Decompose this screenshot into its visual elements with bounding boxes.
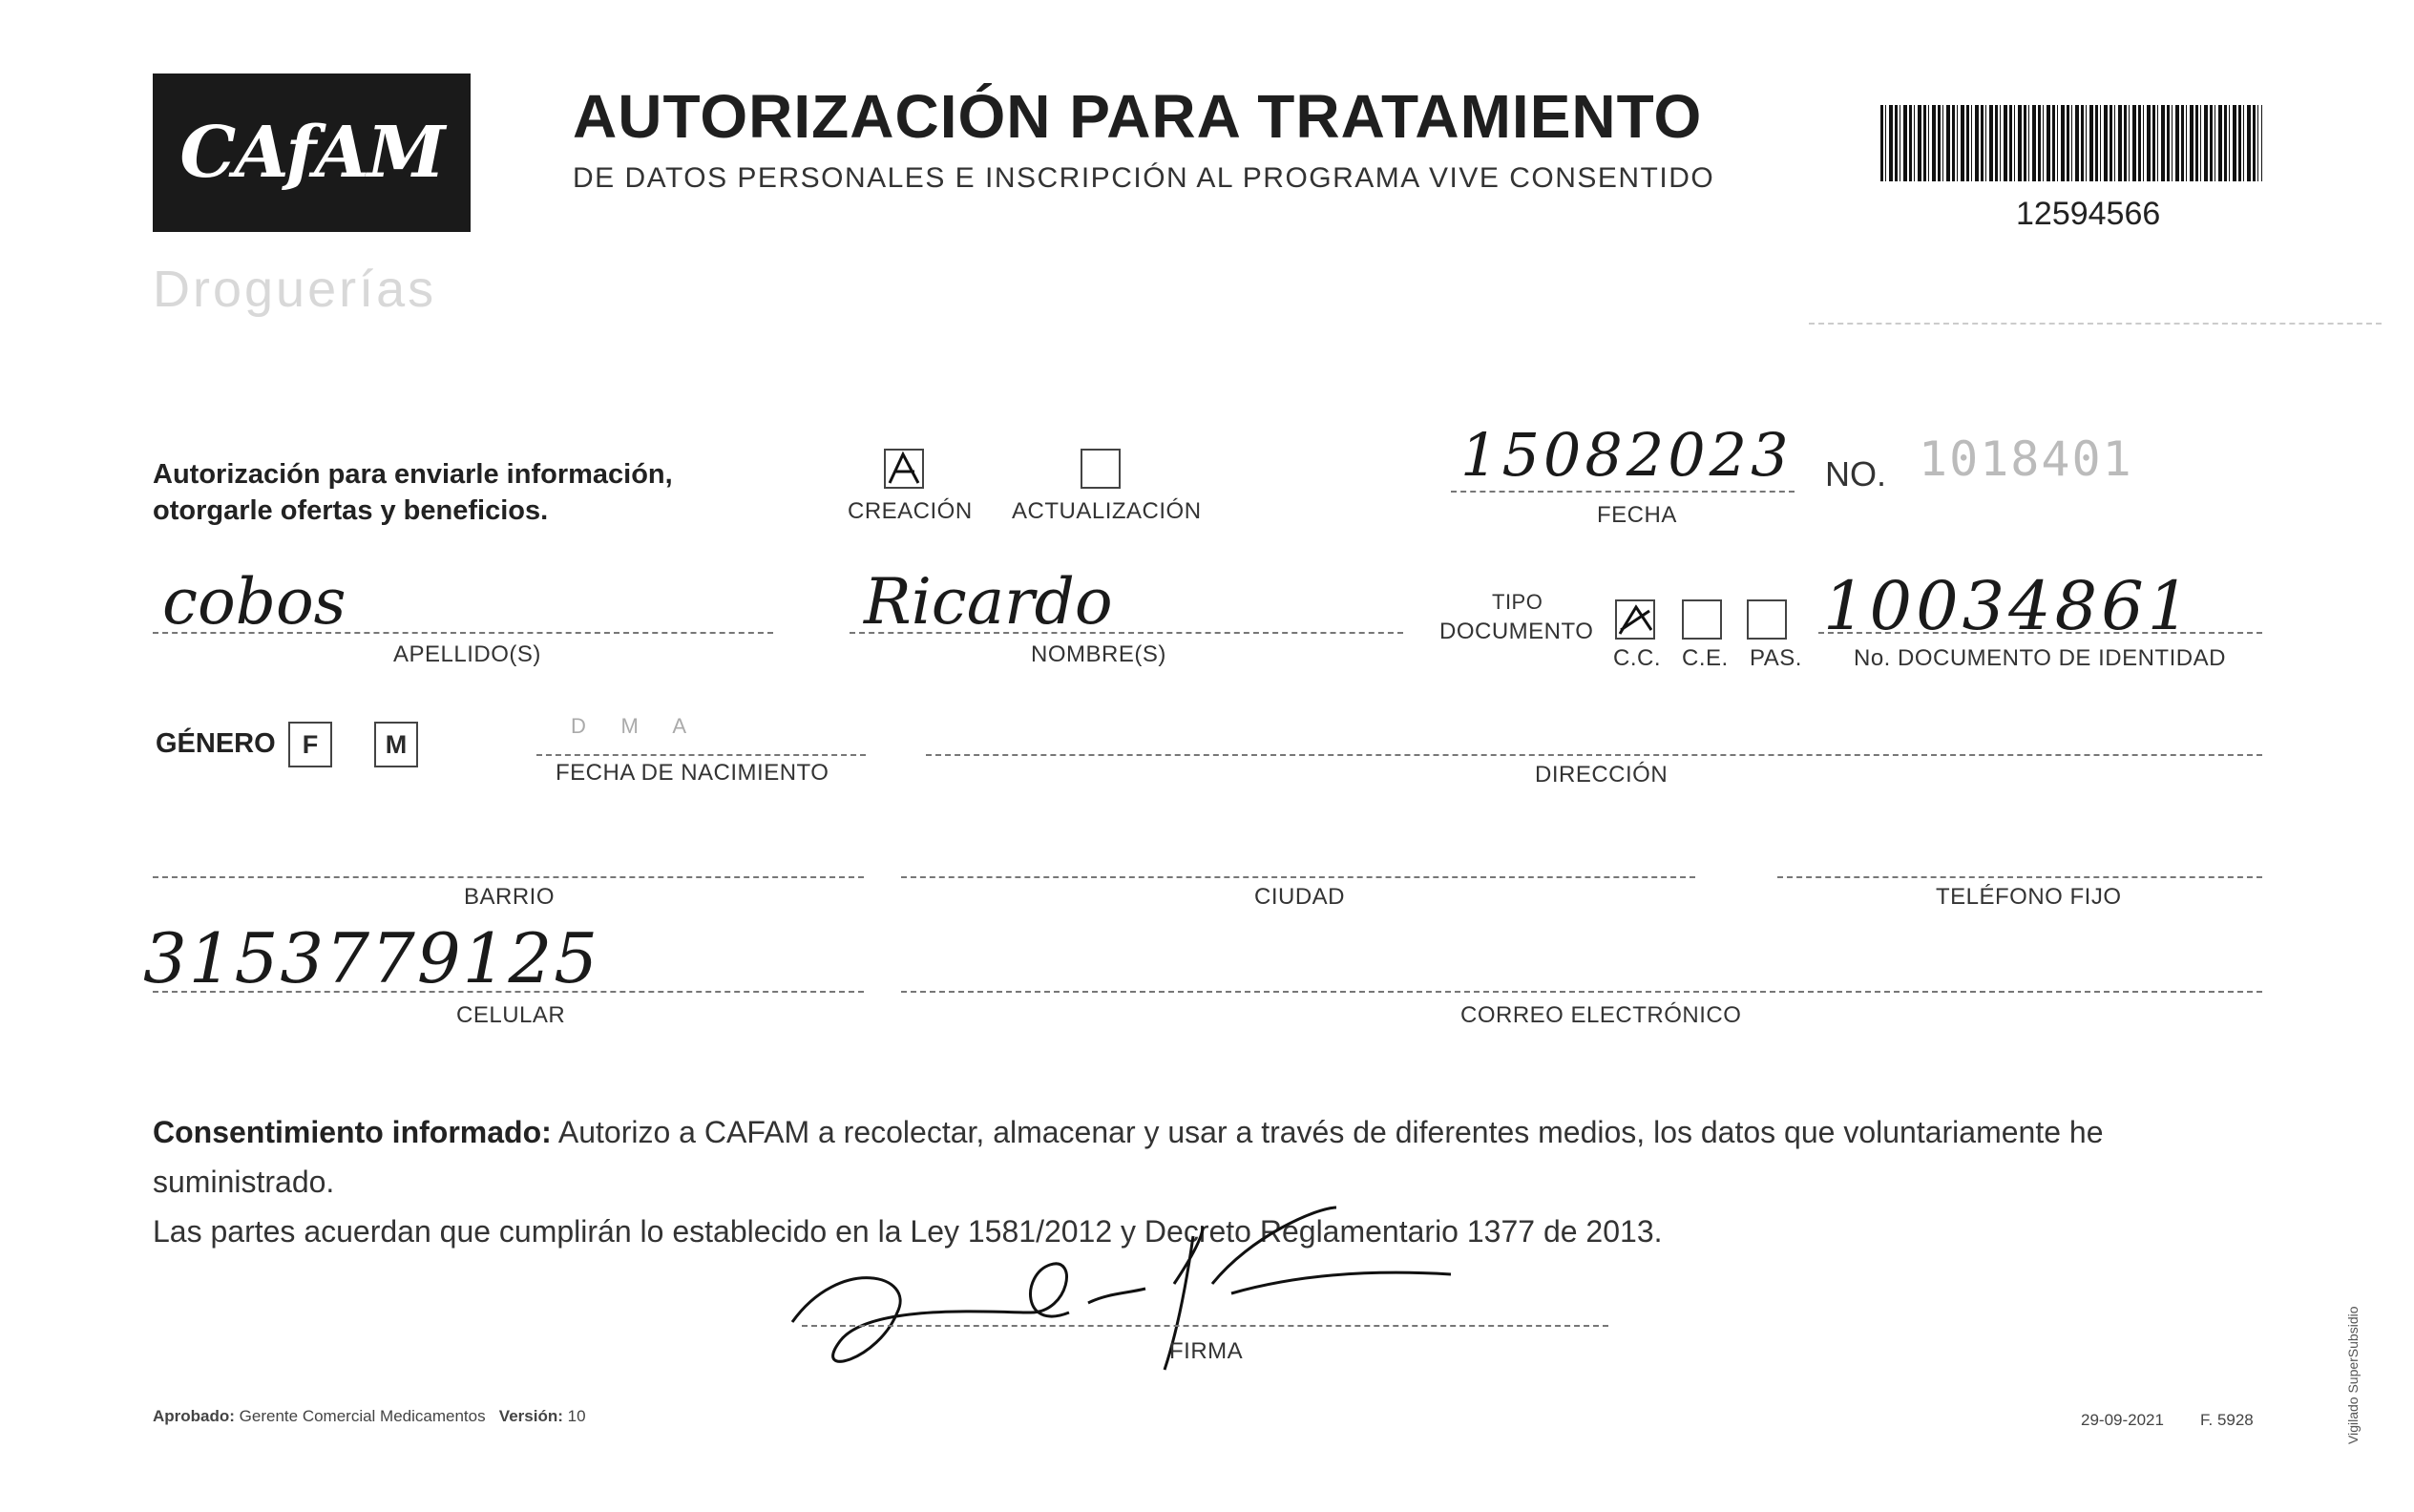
ce-label: C.E. [1682,645,1729,671]
no-label: NO. [1825,454,1887,494]
check-mark-icon [886,451,922,487]
auth-heading-2: otorgarle ofertas y beneficios. [153,495,549,526]
celular-line [153,991,864,993]
consent-line-1 [153,1107,2281,1207]
nombres-line [850,632,1403,634]
barcode [1880,105,2262,181]
documento-line [1818,632,2262,634]
nombres-value[interactable]: Ricardo [864,565,1113,639]
check-mark-icon [1617,601,1653,638]
auth-heading-1: Autorización para enviarle información, [153,459,673,490]
nombres-label: NOMBRE(S) [1031,641,1166,667]
form-number: 1018401 [1919,431,2133,487]
ciudad-label: CIUDAD [1254,884,1346,910]
consent-line-2: Las partes acuerdan que cumplirán lo establecido en la Ley 1581/2012 y Decreto Reglamentario 1377 de 2013. [153,1214,1663,1249]
correo-label: CORREO ELECTRÓNICO [1460,1002,1742,1028]
apellidos-label: APELLIDO(S) [393,641,541,667]
direccion-label: DIRECCIÓN [1535,762,1669,788]
documento-value[interactable]: 10034861 [1823,567,2194,645]
ciudad-line[interactable] [901,876,1695,878]
subbrand-text: Droguerías [153,261,437,318]
cafam-logo [153,74,471,232]
barrio-line[interactable] [153,876,864,878]
genero-m-box[interactable]: M [374,722,418,767]
fecha-nac-label: FECHA DE NACIMIENTO [556,760,829,786]
form-title: AUTORIZACIÓN PARA TRATAMIENTO [573,82,1703,151]
correo-line[interactable] [901,991,2262,993]
celular-value[interactable]: 3153779125 [143,918,600,998]
creacion-label: CREACIÓN [848,498,973,524]
logo-text: CAfAM [179,112,444,194]
aprobado-label: Aprobado: [153,1407,235,1425]
tipo-documento-label-2: DOCUMENTO [1439,619,1594,644]
telefono-label: TELÉFONO FIJO [1936,884,2122,910]
aprobado-value: Gerente Comercial Medicamentos [239,1407,486,1425]
cc-checkbox[interactable] [1615,599,1655,640]
form-subtitle: DE DATOS PERSONALES E INSCRIPCIÓN AL PROGRAMA VIVE CONSENTIDO [573,162,1715,194]
direccion-line[interactable] [926,754,2262,756]
version-label: Versión: [498,1407,563,1425]
cc-label: C.C. [1613,645,1661,671]
consent-lead: Consentimiento informado: [153,1115,552,1149]
footer-date: 29-09-2021 [2081,1411,2164,1429]
ce-checkbox[interactable] [1682,599,1722,640]
celular-label: CELULAR [456,1002,566,1028]
genero-f-box[interactable]: F [288,722,332,767]
fecha-nac-hint: D M A [571,714,687,738]
telefono-line[interactable] [1777,876,2262,878]
firma-label: FIRMA [1169,1338,1244,1364]
fecha-nac-line[interactable] [536,754,866,756]
actualizacion-label: ACTUALIZACIÓN [1012,498,1202,524]
signature-drawing [783,1198,1489,1389]
genero-label: GÉNERO [156,728,276,759]
footer-code: F. 5928 [2200,1411,2254,1429]
header-divider [1809,323,2382,325]
footer-approval [153,1407,586,1426]
actualizacion-checkbox[interactable] [1081,449,1121,489]
tipo-documento-label-1: TIPO [1492,590,1543,614]
apellidos-value[interactable]: cobos [162,565,346,639]
fecha-line [1451,491,1795,493]
firma-line[interactable] [802,1325,1608,1327]
barrio-label: BARRIO [464,884,556,910]
vigilado-side-text: Vigilado SuperSubsidio [2345,1306,2361,1444]
barcode-number: 12594566 [2016,196,2161,232]
fecha-value[interactable]: 15082023 [1460,420,1793,490]
consent-text-1: Autorizo a CAFAM a recolectar, almacenar y usar a través de diferentes medios, los datos que voluntariamente he suministrado. [153,1115,2104,1199]
fecha-label: FECHA [1597,502,1677,528]
version-value: 10 [567,1407,586,1425]
creacion-checkbox[interactable] [884,449,924,489]
apellidos-line [153,632,773,634]
pas-label: PAS. [1750,645,1802,671]
pas-checkbox[interactable] [1747,599,1787,640]
documento-label: No. DOCUMENTO DE IDENTIDAD [1854,645,2226,671]
